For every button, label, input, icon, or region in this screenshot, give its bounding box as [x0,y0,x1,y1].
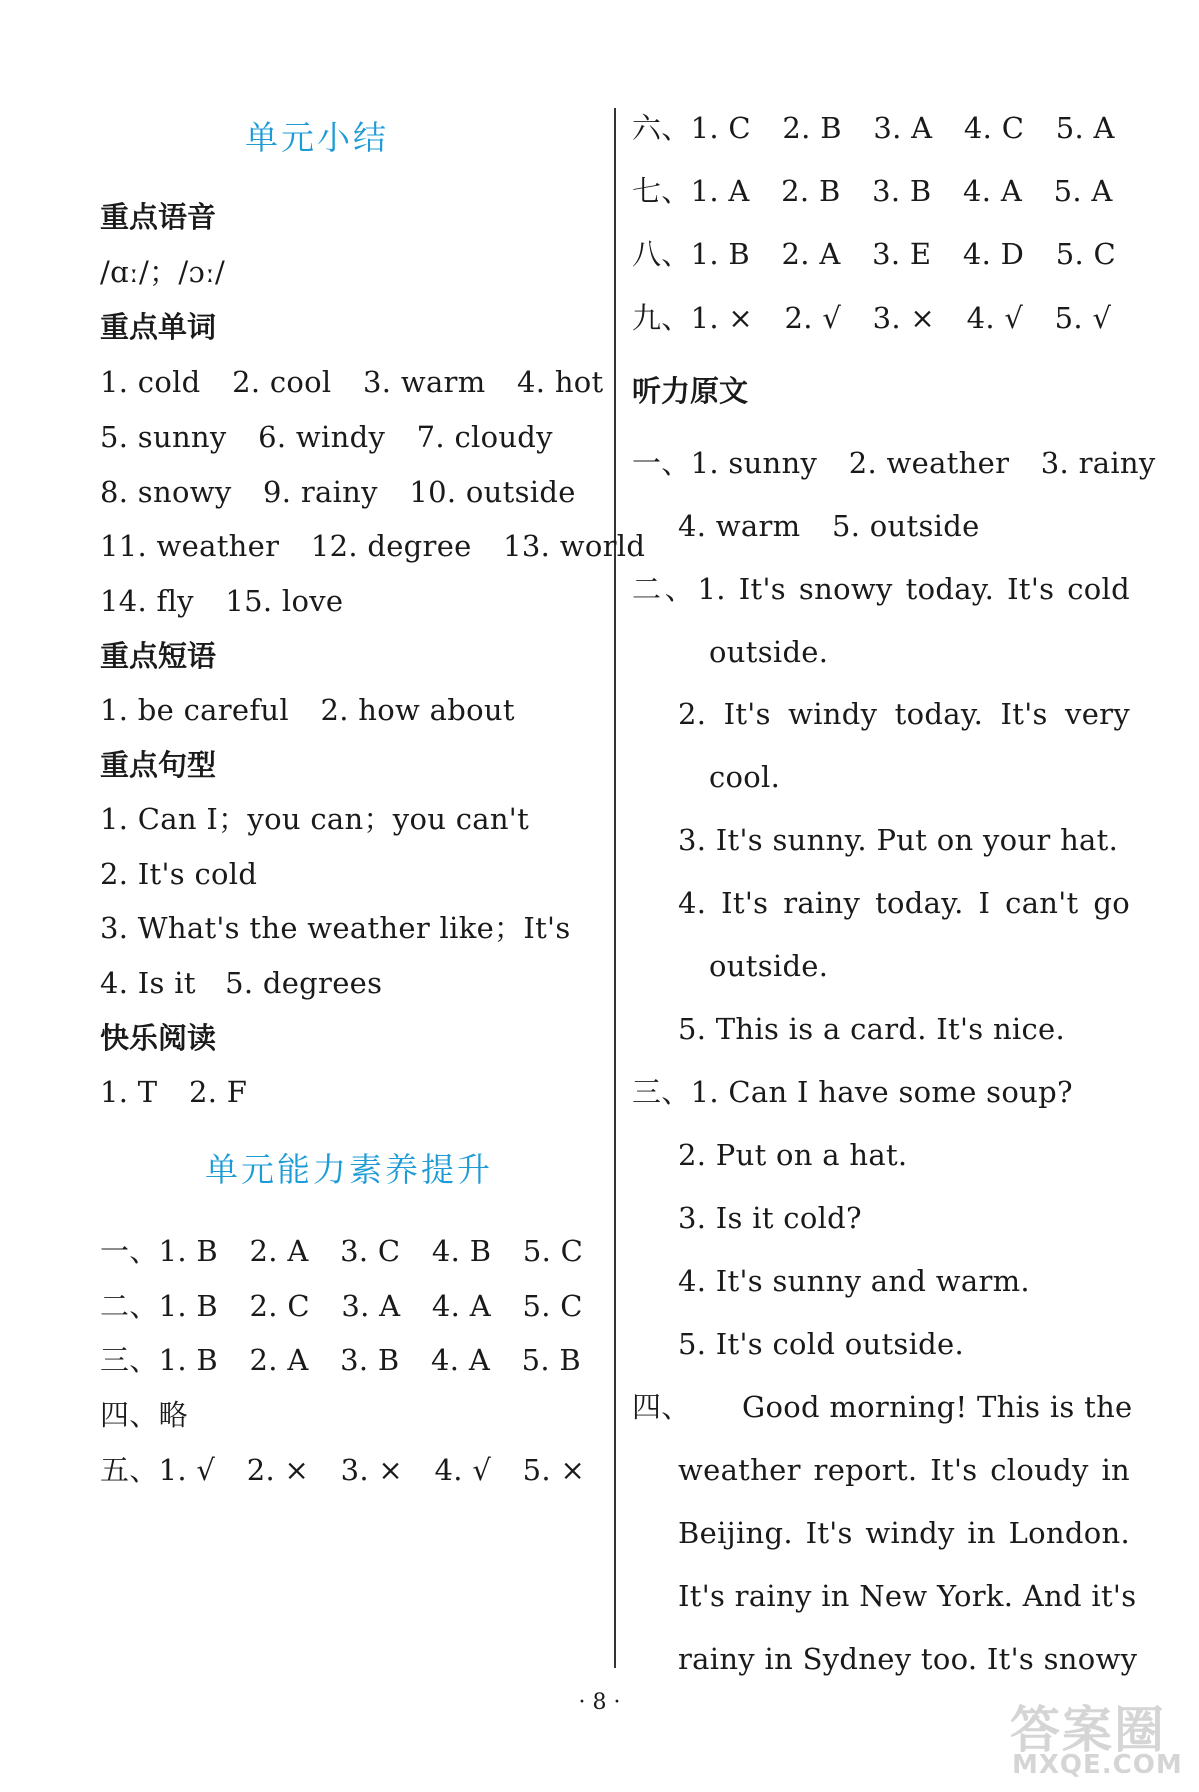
word-item: 5. sunny [100,420,227,454]
answer-item: 3. A [341,1289,401,1323]
script-line: 3. Is it cold? [678,1201,862,1235]
script-line: 2. It's windy today. It's very [678,697,1130,731]
script-label: 四、 [632,1390,691,1424]
section-words: 重点单词 [100,310,217,344]
script-line: weather report. It's cloudy in [678,1453,1130,1487]
word-item: 8. snowy [100,475,232,509]
script-line: cool. [709,760,781,794]
word-item: 13. world [503,529,646,563]
answer-item: 4. D [962,237,1025,271]
script-item: 2. weather [848,446,1010,480]
phrase-item: 2. how about [320,693,515,727]
answer-item: 4. √ [434,1453,492,1487]
word-item: 2. cool [232,365,332,399]
script-line: outside. [709,949,829,983]
answer-row [100,1395,188,1435]
answer-item: 3. B [872,174,932,208]
answer-row [632,234,1116,274]
word-item: 6. windy [258,420,386,454]
section-reading: 快乐阅读 [100,1021,217,1055]
words-row [100,581,343,621]
reading-row [100,1072,247,1112]
reading-item: 1. T [100,1075,158,1109]
word-item: 7. cloudy [416,420,553,454]
words-row [100,526,645,566]
answer-item: 5. C [1055,237,1117,271]
script-line: 2. Put on a hat. [678,1138,908,1172]
answer-item: 八、1. B [632,237,750,271]
script-item: 3. rainy [1040,446,1156,480]
column-divider [614,108,616,1668]
pronunciation-line: /ɑː/；/ɔː/ [100,255,226,289]
answer-item: 2. × [246,1453,310,1487]
answer-item: 2. √ [784,301,842,335]
answer-item: 3. C [340,1234,401,1268]
answer-item: 2. A [249,1343,309,1377]
answer-item: 2. B [782,111,842,145]
script-line: rainy in Sydney too. It's snowy [678,1642,1138,1676]
script-line: 二、1. It's snowy today. It's cold [632,572,1130,606]
word-item: 1. cold [100,365,201,399]
watermark-url: MXQE.COM [1012,1750,1183,1780]
answer-item: 一、1. B [100,1234,218,1268]
answer-item: 3. × [872,301,936,335]
phrase-item: 1. be careful [100,693,289,727]
section-listening-script: 听力原文 [632,374,749,408]
answer-row [100,1231,583,1271]
section-sentences: 重点句型 [100,748,217,782]
sentence-item: 3. What's the weather like；It's [100,911,571,945]
watermark-text: 答案圈 [1010,1701,1166,1759]
answer-item: 七、1. A [632,174,750,208]
words-row [100,417,553,457]
script-line: 4. It's sunny and warm. [678,1264,1030,1298]
answer-item: 五、1. √ [100,1453,216,1487]
answer-item: 4. B [431,1234,492,1268]
answer-row [632,298,1111,338]
script-line: Good morning! This is the [742,1390,1133,1424]
answer-item: 3. E [872,237,932,271]
answer-row [100,1340,581,1380]
answer-item: 4. A [963,174,1023,208]
script-item: 一、1. sunny [632,446,818,480]
answer-item: 2. C [249,1289,310,1323]
answer-item: 三、1. B [100,1343,218,1377]
words-row [100,472,576,512]
script-line: 4. It's rainy today. I can't go [678,886,1130,920]
word-item: 4. hot [517,365,604,399]
script-line: 3. It's sunny. Put on your hat. [678,823,1119,857]
script-item: 4. warm [678,509,801,543]
section-phrases: 重点短语 [100,639,217,673]
answer-row [632,108,1115,148]
sentence-item: 2. It's cold [100,857,258,891]
word-item: 14. fly [100,584,194,618]
answer-item: 九、1. × [632,301,753,335]
script-line: outside. [709,635,829,669]
answer-row [632,171,1113,211]
answer-item: 2. A [249,1234,309,1268]
answer-item: 二、1. B [100,1289,218,1323]
word-item: 12. degree [310,529,472,563]
word-item: 3. warm [363,365,486,399]
answer-item: 5. A [1055,111,1115,145]
answer-item: 4. A [431,1289,491,1323]
answer-item: 4. A [431,1343,491,1377]
sentence-item: 4. Is it 5. degrees [100,966,383,1000]
answer-item: 5. C [522,1234,584,1268]
script-row [632,443,1156,483]
answer-item: 2. B [781,174,841,208]
script-line: 5. It's cold outside. [678,1327,965,1361]
answer-item: 5. B [521,1343,581,1377]
word-item: 15. love [225,584,344,618]
answer-item: 5. √ [1054,301,1112,335]
answer-item: 3. A [873,111,933,145]
answer-item: 六、1. C [632,111,751,145]
answer-row [100,1450,585,1490]
answer-item: 3. × [340,1453,404,1487]
answer-item: 5. C [522,1289,583,1323]
unit-ability-title: 单元能力素养提升 [205,1150,493,1189]
script-line: 三、1. Can I have some soup? [632,1075,1073,1109]
answer-item: 3. B [340,1343,400,1377]
script-line: Beijing. It's windy in London. [678,1516,1130,1550]
page-number: · 8 · [578,1690,621,1715]
word-item: 10. outside [409,475,576,509]
answer-item: 5. A [1053,174,1113,208]
script-line: It's rainy in New York. And it's [678,1579,1137,1613]
answer-item: 2. A [781,237,841,271]
watermark-logo [1010,1690,1185,1785]
script-row [678,506,980,546]
answer-item: 四、略 [100,1398,188,1432]
words-row [100,362,604,402]
answer-item: 4. C [963,111,1025,145]
unit-summary-title: 单元小结 [245,118,389,157]
sentence-item: 1. Can I；you can；you can't [100,802,530,836]
script-line: 5. This is a card. It's nice. [678,1012,1066,1046]
answer-row [100,1286,583,1326]
answer-item: 4. √ [966,301,1024,335]
reading-item: 2. F [188,1075,248,1109]
phrases-row [100,690,515,730]
word-item: 9. rainy [263,475,378,509]
section-pronunciation: 重点语音 [100,200,217,234]
word-item: 11. weather [100,529,280,563]
script-item: 5. outside [832,509,980,543]
answer-item: 5. × [522,1453,586,1487]
